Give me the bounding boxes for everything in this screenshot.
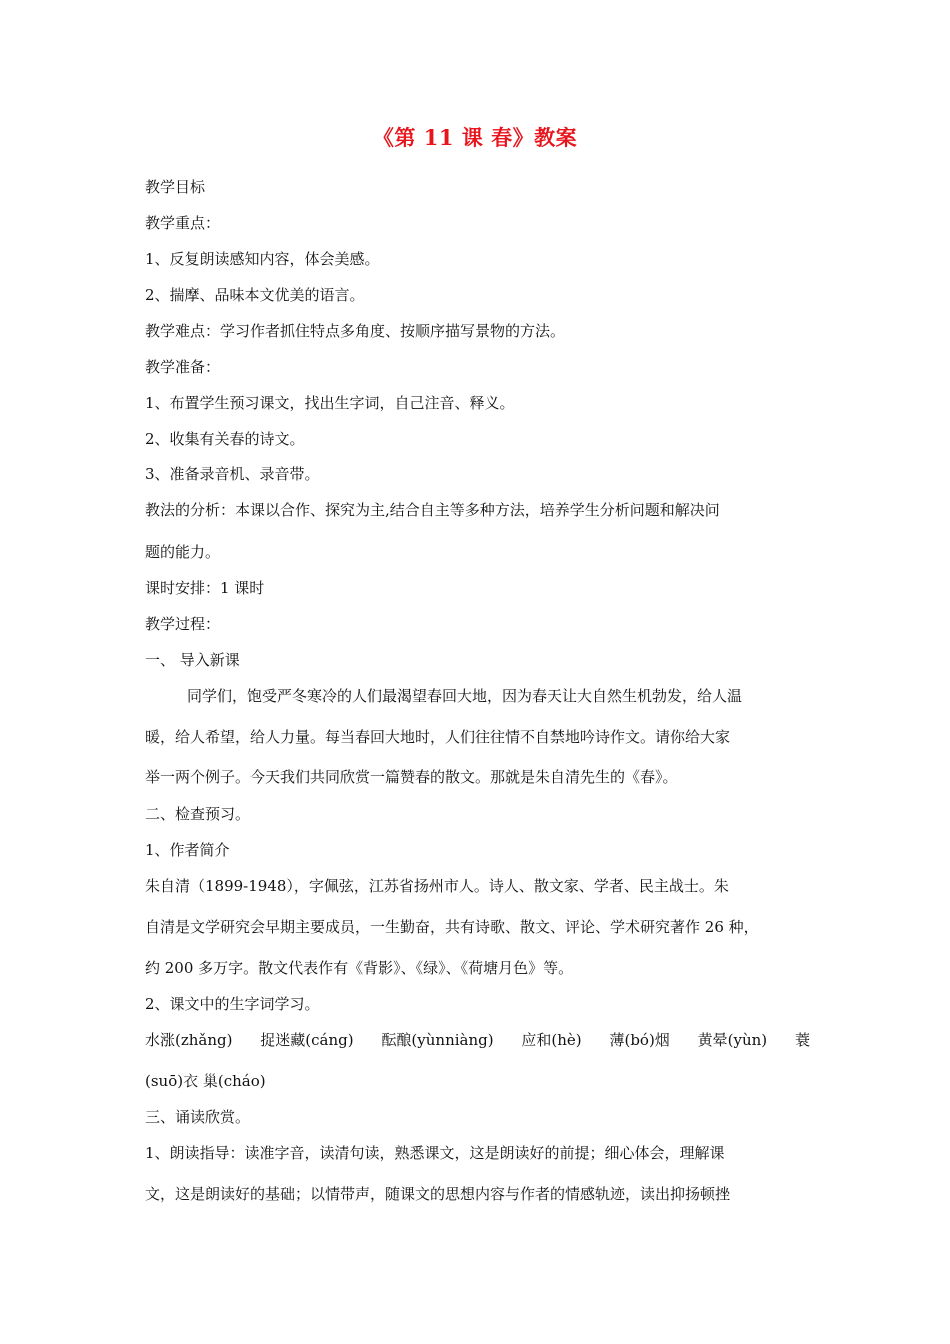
paragraph-line: 暖，给人希望，给人力量。每当春回大地时，人们往往情不自禁地吟诗作文。请你给大家: [145, 728, 731, 746]
text-line: 3、准备录音机、录音带。: [145, 465, 320, 483]
text-line: 2、揣摩、品味本文优美的语言。: [145, 286, 365, 304]
vocab-item: 薄(bó)烟: [609, 1031, 670, 1049]
vocab-item: 蓑: [794, 1031, 810, 1049]
paragraph-line: 1、朗读指导：读准字音，读清句读，熟悉课文，这是朗读好的前提；细心体会，理解课: [145, 1144, 725, 1162]
document-title: 《第 11 课 春》教案: [372, 125, 578, 150]
section-heading: 三、诵读欣赏。: [145, 1108, 251, 1126]
paragraph-line: 举一两个例子。今天我们共同欣赏一篇赞春的散文。那就是朱自清先生的《春》。: [145, 768, 678, 786]
section-heading: 一、 导入新课: [145, 651, 240, 669]
text-line: 教法的分析：本课以合作、探究为主,结合自主等多种方法，培养学生分析问题和解决问: [145, 501, 720, 519]
vocab-item: 黄晕(yùn): [697, 1031, 768, 1049]
text-line: 教学目标: [145, 178, 206, 196]
text-line: 教学重点：: [145, 214, 221, 232]
vocab-line: (suō)衣 巢(cháo): [145, 1072, 266, 1090]
text-line: 2、课文中的生字词学习。: [145, 995, 320, 1013]
paragraph-line: 同学们，饱受严冬寒冷的人们最渴望春回大地，因为春天让大自然生机勃发，给人温: [187, 687, 743, 705]
vocab-item: 捉迷藏(cáng): [260, 1031, 354, 1049]
paragraph-line: 文，这是朗读好的基础；以情带声，随课文的思想内容与作者的情感轨迹，读出抑扬顿挫: [145, 1185, 731, 1203]
section-heading: 二、检查预习。: [145, 805, 251, 823]
text-line: 教学难点：学习作者抓住特点多角度、按顺序描写景物的方法。: [145, 322, 566, 340]
paragraph-line: 朱自清（1899-1948），字佩弦，江苏省扬州市人。诗人、散文家、学者、民主战士。朱: [145, 877, 729, 895]
text-line: 教学准备：: [145, 358, 221, 376]
text-line: 1、布置学生预习课文，找出生字词，自己注音、释义。: [145, 394, 515, 412]
text-line: 2、收集有关春的诗文。: [145, 430, 305, 448]
paragraph-line: 约 200 多万字。散文代表作有《背影》、《绿》、《荷塘月色》等。: [145, 959, 574, 977]
text-line: 题的能力。: [145, 543, 221, 561]
text-line: 教学过程：: [145, 615, 221, 633]
vocab-item: 酝酿(yùnniàng): [381, 1031, 494, 1049]
text-line: 1、作者简介: [145, 841, 230, 859]
vocab-item: 应和(hè): [521, 1031, 582, 1049]
text-line: 1、反复朗读感知内容，体会美感。: [145, 250, 380, 268]
vocab-line: [145, 1030, 810, 1050]
paragraph-line: 自清是文学研究会早期主要成员，一生勤奋，共有诗歌、散文、评论、学术研究著作 26 种，: [145, 918, 759, 936]
vocab-item: 水涨(zhǎng): [145, 1031, 233, 1049]
text-line: 课时安排：1 课时: [145, 579, 265, 597]
